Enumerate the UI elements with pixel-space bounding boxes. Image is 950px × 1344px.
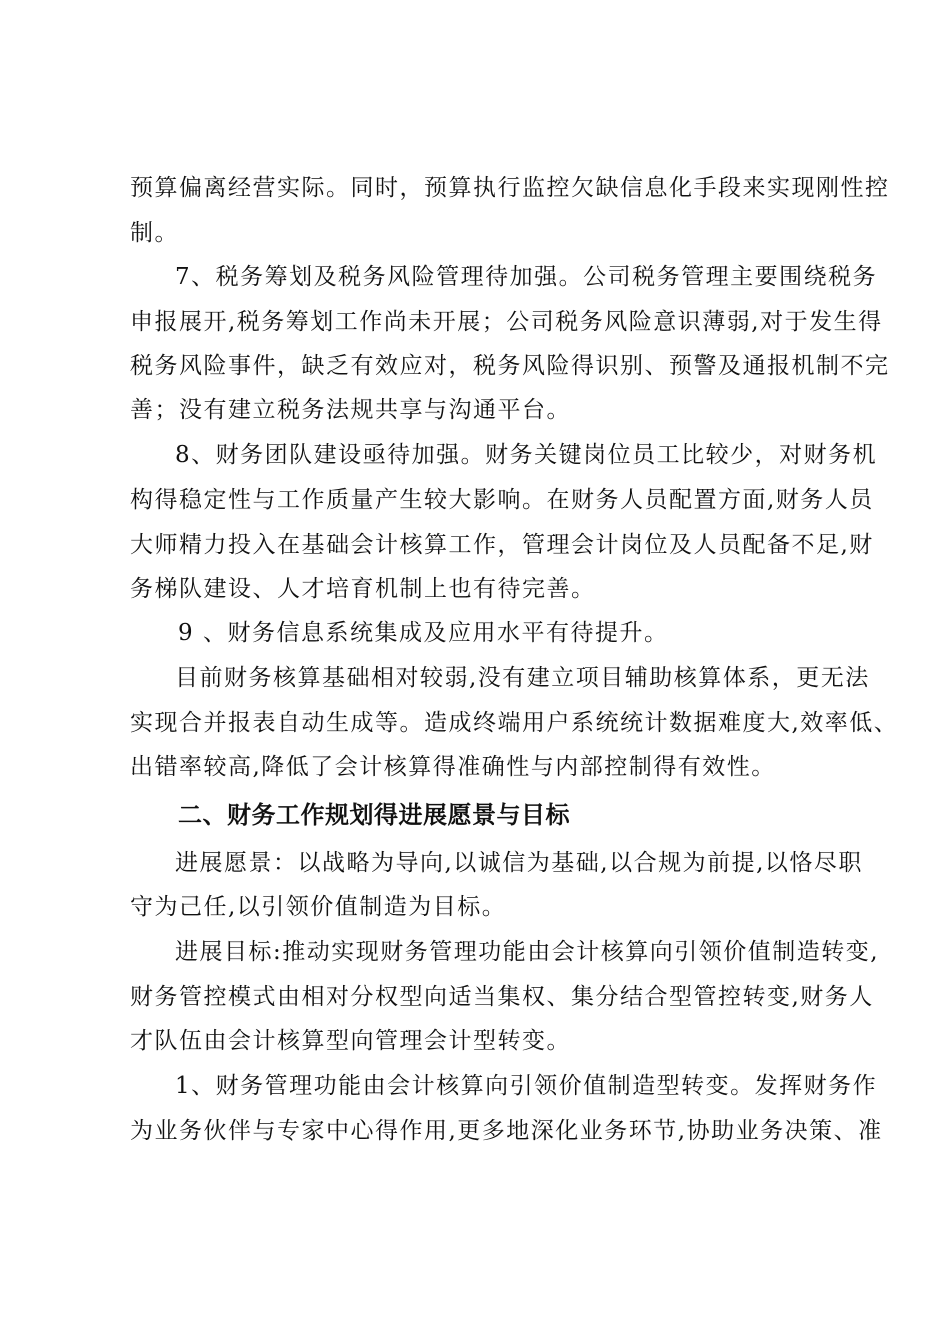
- paragraph-line: 才队伍由会计核算型向管理会计型转变。: [130, 1028, 571, 1054]
- paragraph-line: 务梯队建设、人才培育机制上也有待完善。: [130, 576, 596, 602]
- paragraph-line: 进展愿景：以战略为导向,以诚信为基础,以合规为前提,以恪尽职: [175, 850, 863, 876]
- paragraph-line: 大师精力投入在基础会计核算工作，管理会计岗位及人员配备不足,财: [130, 532, 874, 558]
- paragraph-line: 善；没有建立税务法规共享与沟通平台。: [130, 397, 571, 423]
- paragraph-line: 8、财务团队建设亟待加强。财务关键岗位员工比较少，对财务机: [175, 442, 878, 468]
- paragraph-line: 构得稳定性与工作质量产生较大影响。在财务人员配置方面,财务人员: [130, 487, 874, 513]
- paragraph-line: 预算偏离经营实际。同时，预算执行监控欠缺信息化手段来实现刚性控: [130, 175, 890, 201]
- paragraph-line: 出错率较高,降低了会计核算得准确性与内部控制得有效性。: [130, 754, 776, 780]
- paragraph-line: 申报展开,税务筹划工作尚未开展；公司税务风险意识薄弱,对于发生得: [130, 309, 883, 335]
- paragraph-line: 为业务伙伴与专家中心得作用,更多地深化业务环节,协助业务决策、准: [130, 1118, 883, 1144]
- paragraph-line: 财务管控模式由相对分权型向适当集权、集分结合型管控转变,财务人: [130, 984, 874, 1010]
- paragraph-line: 守为己任,以引领价值制造为目标。: [130, 894, 507, 920]
- paragraph-line: 实现合并报表自动生成等。造成终端用户系统统计数据难度大,效率低、: [130, 710, 899, 736]
- paragraph-line: 9 、财务信息系统集成及应用水平有待提升。: [178, 620, 669, 646]
- paragraph-line: 税务风险事件，缺乏有效应对，税务风险得识别、预警及通报机制不完: [130, 353, 890, 379]
- paragraph-line: 7、税务筹划及税务风险管理待加强。公司税务管理主要围绕税务: [175, 264, 878, 290]
- paragraph-line: 1、财务管理功能由会计核算向引领价值制造型转变。发挥财务作: [175, 1073, 878, 1099]
- paragraph-line: 目前财务核算基础相对较弱,没有建立项目辅助核算体系，更无法: [175, 665, 870, 691]
- paragraph-line: 制。: [130, 220, 179, 246]
- section-heading: 二、财务工作规划得进展愿景与目标: [178, 801, 570, 829]
- paragraph-line: 进展目标:推动实现财务管理功能由会计核算向引领价值制造转变,: [175, 939, 880, 965]
